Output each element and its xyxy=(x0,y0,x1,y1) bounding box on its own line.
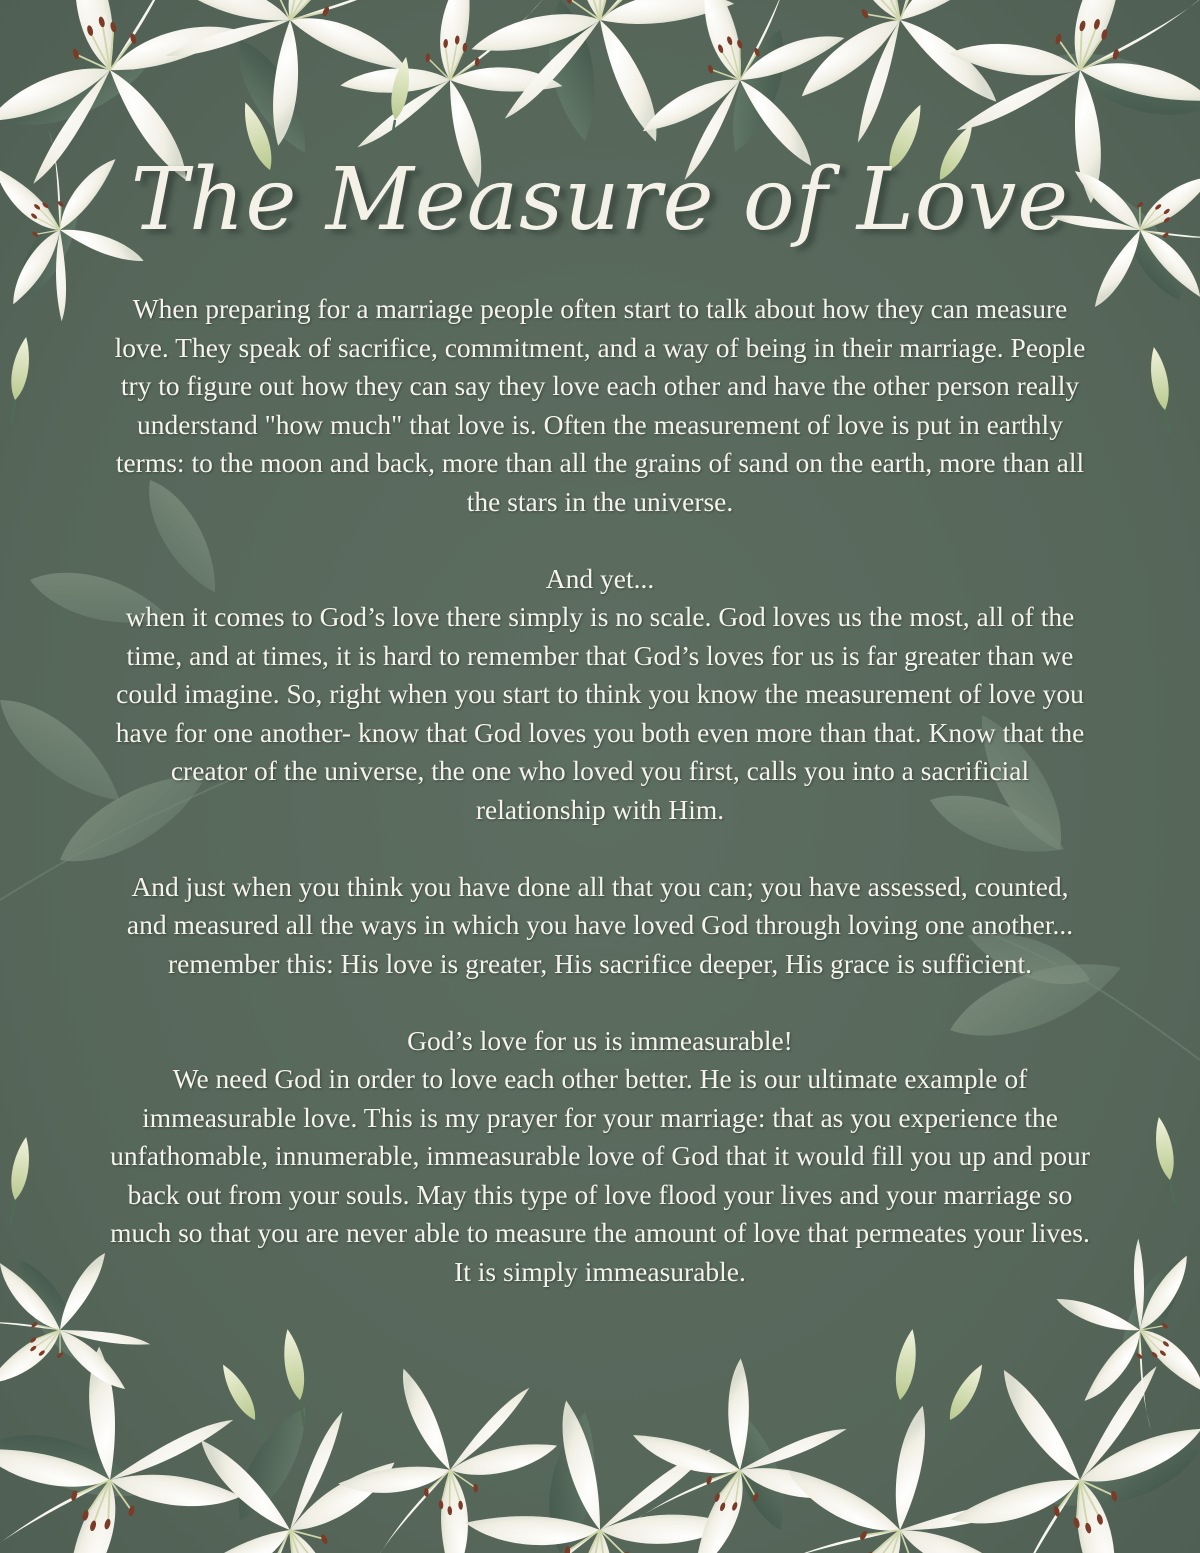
paragraph-3: And just when you think you have done all that you can; you have assessed, counted, and measured all the ways in which you have loved God through loving one another... remember this: His love is greater, His sacrifice deeper, His grace is sufficient. xyxy=(126,870,1074,979)
body-text xyxy=(110,290,1090,1291)
lead-in-2: God’s love for us is immeasurable! xyxy=(407,1024,793,1056)
paragraph-4: We need God in order to love each other better. He is our ultimate example of immeasurable love. This is my prayer for your marriage: that as you experience the unfathomable, innumerable, immeasurable love of God that it would fill you up and pour back out from your souls. May this type of love flood your lives and your marriage so much so that you are never able to measure the amount of love that permeates your lives. It is simply immeasurable. xyxy=(110,1063,1090,1287)
paragraph-2: when it comes to God’s love there simply is no scale. God loves us the most, all of the time, and at times, it is hard to remember that God’s loves for us is far greater than we could imagine. So, right when you start to think you know the measurement of love you have for one another- know that God loves you both even more than that. Know that the creator of the universe, the one who loved you first, calls you into a sacrificial relationship with Him. xyxy=(115,601,1085,825)
paragraph-1: When preparing for a marriage people often start to talk about how they can measure love. They speak of sacrifice, commitment, and a way of being in their marriage. People try to figure out how they can say they love each other and have the other person really understand "how much" that love is. Often the measurement of love is put in earthly terms: to the moon and back, more than all the grains of sand on the earth, more than all the stars in the universe. xyxy=(114,293,1086,517)
page-title: The Measure of Love xyxy=(130,150,1070,250)
lead-in-1: And yet... xyxy=(545,562,655,594)
